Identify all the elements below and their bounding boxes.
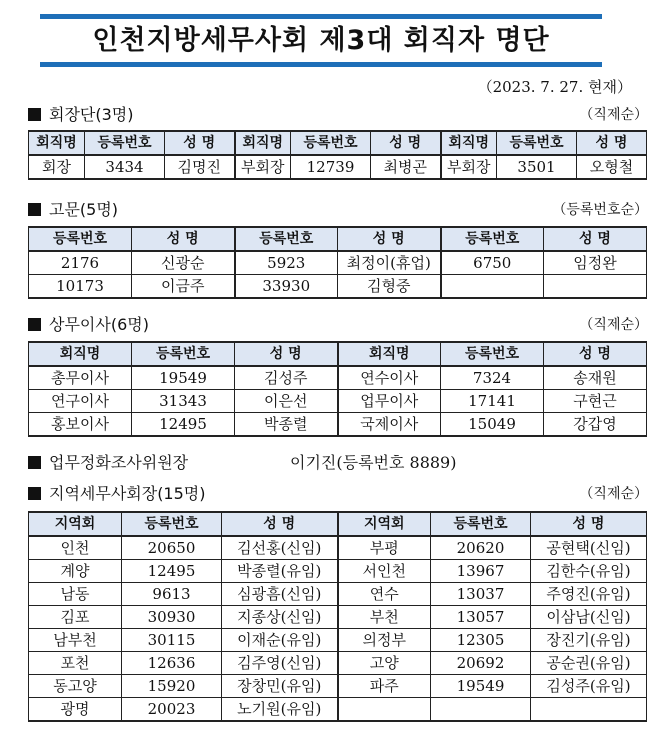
table-cell: 13967 [431, 560, 531, 583]
table-cell: 12636 [122, 652, 222, 675]
table-header-row [29, 227, 647, 251]
as-of-date: （2023. 7. 27. 현재） [477, 78, 632, 96]
table-row [29, 275, 647, 299]
table-cell: 이삼남(신임) [531, 606, 647, 629]
table-row [29, 536, 647, 560]
table-cell: 33930 [235, 275, 338, 299]
column-header: 등록번호 [29, 227, 132, 251]
column-header: 성 명 [577, 131, 647, 155]
table-cell: 국제이사 [338, 413, 441, 437]
table-cell [338, 698, 431, 722]
table-header-row [29, 342, 647, 366]
table-cell: 김명진 [165, 155, 235, 179]
table-row [29, 629, 647, 652]
table-cell: 이금주 [132, 275, 235, 299]
column-header: 등록번호 [291, 131, 371, 155]
table-cell: 최정이(휴업) [338, 251, 441, 275]
section-executives-heading [28, 314, 149, 336]
column-header: 등록번호 [85, 131, 165, 155]
table-cell: 박종렬(유임) [222, 560, 338, 583]
table-cell: 30115 [122, 629, 222, 652]
table-cell: 연수 [338, 583, 431, 606]
table-cell: 회장 [29, 155, 85, 179]
square-bullet-icon [28, 456, 41, 469]
table-cell: 김성주 [235, 366, 338, 390]
table-cell: 강갑영 [544, 413, 647, 437]
table-cell: 공순권(유임) [531, 652, 647, 675]
table-cell: 부평 [338, 536, 431, 560]
column-header: 회직명 [29, 342, 132, 366]
table-row [29, 606, 647, 629]
table-cell: 5923 [235, 251, 338, 275]
table-cell: 장진기(유임) [531, 629, 647, 652]
table-row [29, 652, 647, 675]
column-header: 회직명 [441, 131, 497, 155]
table-cell: 남동 [29, 583, 122, 606]
table-cell: 연수이사 [338, 366, 441, 390]
table-cell: 30930 [122, 606, 222, 629]
table-cell: 김한수(유임) [531, 560, 647, 583]
table-cell [441, 275, 544, 299]
table-cell: 20023 [122, 698, 222, 722]
column-header: 등록번호 [441, 227, 544, 251]
table-cell: 의정부 [338, 629, 431, 652]
table-row [29, 583, 647, 606]
table-cell: 12739 [291, 155, 371, 179]
table-cell: 계양 [29, 560, 122, 583]
table-cell: 김주영(신임) [222, 652, 338, 675]
table-cell [531, 698, 647, 722]
square-bullet-icon [28, 487, 41, 500]
section-chair-note: （직제순） [579, 107, 648, 123]
column-header: 등록번호 [431, 512, 531, 536]
table-cell: 19549 [132, 366, 235, 390]
section-advisors-title: 고문(5명) [49, 200, 119, 219]
column-header: 회직명 [235, 131, 291, 155]
section-advisors-note: （등록번호순） [552, 202, 648, 218]
table-cell: 부천 [338, 606, 431, 629]
table-cell: 장창민(유임) [222, 675, 338, 698]
table-cell: 17141 [441, 390, 544, 413]
table-cell: 임정완 [544, 251, 647, 275]
table-cell: 이은선 [235, 390, 338, 413]
table-cell: 6750 [441, 251, 544, 275]
column-header: 성 명 [132, 227, 235, 251]
table-cell: 13057 [431, 606, 531, 629]
table-cell: 19549 [431, 675, 531, 698]
column-header: 등록번호 [497, 131, 577, 155]
table-cell: 심광흠(신임) [222, 583, 338, 606]
chair-table [28, 130, 647, 180]
column-header: 성 명 [235, 342, 338, 366]
executives-table [28, 341, 647, 437]
table-cell: 홍보이사 [29, 413, 132, 437]
table-cell: 김형중 [338, 275, 441, 299]
section-regional-heading [28, 483, 206, 505]
table-cell: 공현택(신임) [531, 536, 647, 560]
table-cell: 13037 [431, 583, 531, 606]
table-cell: 12305 [431, 629, 531, 652]
table-cell: 김포 [29, 606, 122, 629]
table-cell: 3434 [85, 155, 165, 179]
title-rule-bottom [40, 62, 602, 67]
title-block [40, 12, 602, 68]
table-cell: 지종상(신임) [222, 606, 338, 629]
table-cell: 부회장 [441, 155, 497, 179]
column-header: 성 명 [531, 512, 647, 536]
review-committee-person: 이기진(등록번호 8889) [290, 453, 457, 472]
table-cell: 남부천 [29, 629, 122, 652]
table-row [29, 390, 647, 413]
section-chair-title: 회장단(3명) [49, 105, 134, 124]
column-header: 성 명 [222, 512, 338, 536]
column-header: 성 명 [338, 227, 441, 251]
table-cell: 12495 [132, 413, 235, 437]
table-cell: 업무이사 [338, 390, 441, 413]
table-cell: 신광순 [132, 251, 235, 275]
table-cell: 부회장 [235, 155, 291, 179]
review-committee-title: 업무정화조사위원장 [49, 453, 189, 472]
section-executives-note: （직제순） [579, 317, 648, 333]
table-cell: 9613 [122, 583, 222, 606]
column-header: 회직명 [338, 342, 441, 366]
regional-table [28, 511, 647, 722]
table-row [29, 366, 647, 390]
table-row [29, 251, 647, 275]
table-cell: 포천 [29, 652, 122, 675]
table-cell [544, 275, 647, 299]
column-header: 지역회 [338, 512, 431, 536]
table-cell: 서인천 [338, 560, 431, 583]
table-cell: 김선홍(신임) [222, 536, 338, 560]
title-rule-top [40, 14, 602, 19]
table-cell: 12495 [122, 560, 222, 583]
table-cell: 10173 [29, 275, 132, 299]
table-row [29, 413, 647, 437]
table-cell: 15049 [441, 413, 544, 437]
column-header: 성 명 [371, 131, 441, 155]
table-cell: 송재원 [544, 366, 647, 390]
table-cell: 인천 [29, 536, 122, 560]
section-advisors-heading [28, 199, 118, 221]
table-cell: 구현근 [544, 390, 647, 413]
table-cell: 31343 [132, 390, 235, 413]
table-cell: 이재순(유임) [222, 629, 338, 652]
section-regional-title: 지역세무사회장(15명) [49, 484, 206, 503]
table-cell: 김성주(유임) [531, 675, 647, 698]
column-header: 성 명 [165, 131, 235, 155]
advisors-table [28, 226, 647, 299]
table-row [29, 155, 647, 179]
table-cell: 총무이사 [29, 366, 132, 390]
column-header: 성 명 [544, 342, 647, 366]
table-cell: 20650 [122, 536, 222, 560]
column-header: 회직명 [29, 131, 85, 155]
table-row [29, 560, 647, 583]
section-regional-note: （직제순） [579, 486, 648, 502]
square-bullet-icon [28, 203, 41, 216]
square-bullet-icon [28, 318, 41, 331]
column-header: 등록번호 [132, 342, 235, 366]
column-header: 지역회 [29, 512, 122, 536]
table-cell: 2176 [29, 251, 132, 275]
table-header-row [29, 512, 647, 536]
section-executives-title: 상무이사(6명) [49, 315, 149, 334]
table-cell: 20620 [431, 536, 531, 560]
table-cell: 3501 [497, 155, 577, 179]
table-cell: 파주 [338, 675, 431, 698]
column-header: 등록번호 [122, 512, 222, 536]
table-cell: 주영진(유임) [531, 583, 647, 606]
table-row [29, 675, 647, 698]
table-cell: 20692 [431, 652, 531, 675]
table-cell: 노기원(유임) [222, 698, 338, 722]
table-header-row [29, 131, 647, 155]
table-cell: 7324 [441, 366, 544, 390]
section-chair-heading [28, 104, 134, 126]
table-cell: 고양 [338, 652, 431, 675]
page-title: 인천지방세무사회 제3대 회직자 명단 [92, 25, 550, 56]
review-committee-line [28, 452, 457, 474]
table-cell: 동고양 [29, 675, 122, 698]
table-row [29, 698, 647, 722]
table-cell [431, 698, 531, 722]
table-cell: 최병곤 [371, 155, 441, 179]
column-header: 등록번호 [441, 342, 544, 366]
table-cell: 광명 [29, 698, 122, 722]
table-cell: 오형철 [577, 155, 647, 179]
square-bullet-icon [28, 108, 41, 121]
table-cell: 15920 [122, 675, 222, 698]
column-header: 등록번호 [235, 227, 338, 251]
column-header: 성 명 [544, 227, 647, 251]
table-cell: 연구이사 [29, 390, 132, 413]
table-cell: 박종렬 [235, 413, 338, 437]
